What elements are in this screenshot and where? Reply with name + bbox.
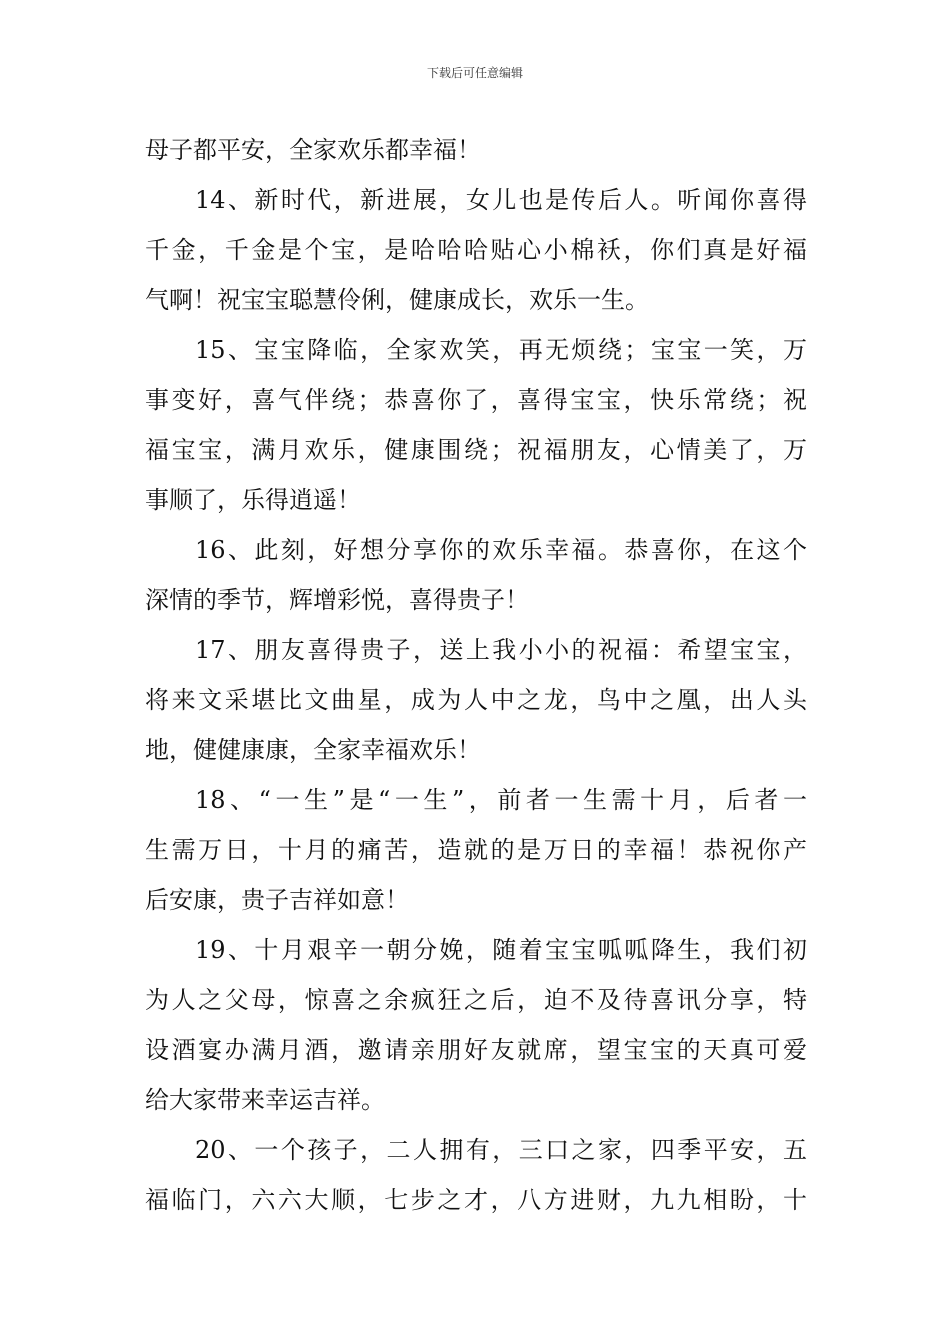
text-line: 为人之父母，惊喜之余疯狂之后，迫不及待喜讯分享，特	[145, 986, 807, 1014]
text-line: 母子都平安，全家欢乐都幸福！	[145, 136, 481, 164]
text-line: 事变好，喜气伴绕；恭喜你了，喜得宝宝，快乐常绕；祝	[145, 386, 807, 414]
text-line: 福临门，六六大顺，七步之才，八方进财，九九相盼，十	[145, 1186, 807, 1214]
text-line: 18、“一生”是“一生”，前者一生需十月，后者一	[195, 786, 807, 814]
page-header: 下载后可任意编辑	[426, 66, 523, 80]
text-line: 千金，千金是个宝，是哈哈哈贴心小棉袄，你们真是好福	[145, 236, 807, 264]
text-line: 事顺了，乐得逍遥！	[145, 486, 361, 514]
text-line: 20、一个孩子，二人拥有，三口之家，四季平安，五	[195, 1136, 807, 1164]
text-line: 地，健健康康，全家幸福欢乐！	[145, 736, 481, 764]
paragraph-17	[145, 625, 807, 775]
paragraph-16	[145, 525, 807, 625]
paragraph-18	[145, 775, 807, 925]
text-line: 后安康，贵子吉祥如意！	[145, 886, 409, 914]
paragraph-13-tail	[145, 125, 807, 175]
text-line: 16、此刻，好想分享你的欢乐幸福。恭喜你，在这个	[195, 536, 807, 564]
text-line: 气啊！祝宝宝聪慧伶俐，健康成长，欢乐一生。	[145, 286, 649, 314]
text-line: 17、朋友喜得贵子，送上我小小的祝福：希望宝宝，	[195, 636, 807, 664]
text-line: 给大家带来幸运吉祥。	[145, 1086, 385, 1114]
text-line: 15、宝宝降临，全家欢笑，再无烦绕；宝宝一笑，万	[195, 336, 807, 364]
document-body	[145, 125, 807, 1225]
text-line: 福宝宝，满月欢乐，健康围绕；祝福朋友，心情美了，万	[145, 436, 807, 464]
paragraph-15	[145, 325, 807, 525]
paragraph-20	[145, 1125, 807, 1225]
paragraph-19	[145, 925, 807, 1125]
text-line: 19、十月艰辛一朝分娩，随着宝宝呱呱降生，我们初	[195, 936, 807, 964]
text-line: 生需万日，十月的痛苦，造就的是万日的幸福！恭祝你产	[145, 836, 807, 864]
paragraph-14	[145, 175, 807, 325]
text-line: 设酒宴办满月酒，邀请亲朋好友就席，望宝宝的天真可爱	[145, 1036, 807, 1064]
text-line: 深情的季节，辉增彩悦，喜得贵子！	[145, 586, 529, 614]
text-line: 14、新时代，新进展，女儿也是传后人。听闻你喜得	[195, 186, 807, 214]
text-line: 将来文采堪比文曲星，成为人中之龙，鸟中之凰，出人头	[145, 686, 807, 714]
